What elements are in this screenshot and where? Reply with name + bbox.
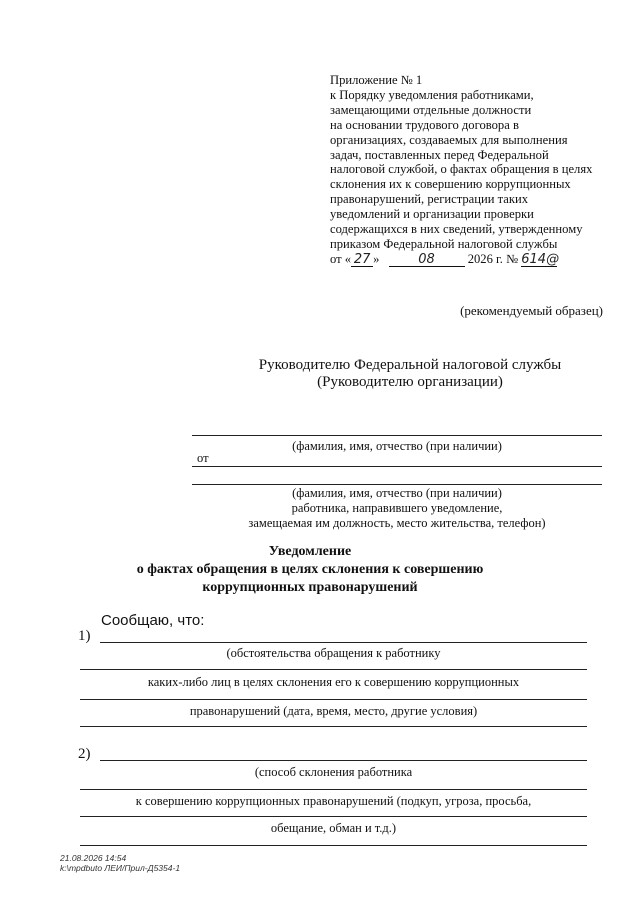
appendix-line: к Порядку уведомления работниками, [330, 87, 534, 102]
appendix-line: на основании трудового договора в [330, 117, 519, 132]
item2-line-1 [100, 760, 587, 761]
item2-caption-3: обещание, обман и т.д.) [270, 821, 397, 835]
fio-caption: (фамилия, имя, отчество (при наличии) [292, 439, 502, 453]
item1-line-2 [80, 669, 587, 670]
order-month: 08 [389, 253, 465, 267]
appendix-line: содержащихся в них сведений, утвержденному [330, 222, 583, 237]
appendix-line: замещающими отдельные должности [330, 102, 532, 117]
appendix-line: организациях, создаваемых для выполнения [330, 132, 568, 147]
order-number: 614@ [521, 251, 560, 267]
from-caption-line3: замещаемая им должность, место жительства, телефон) [248, 516, 546, 530]
appendix-line: склонения их к совершению коррупционных [330, 177, 571, 192]
appendix-line: уведомлений и организации проверки [330, 207, 534, 222]
item1-line-3 [80, 699, 587, 700]
addressee-line1: Руководителю Федеральной налоговой службы [258, 357, 562, 373]
appendix-line: правонарушений, регистрации таких [330, 192, 529, 207]
item2-line-4 [80, 845, 587, 846]
item2-line-2 [80, 789, 587, 790]
from-caption-line2: работника, направившего уведомление, [291, 501, 503, 515]
sample-label: (рекомендуемый образец) [460, 303, 603, 318]
order-day: 27 [351, 253, 373, 267]
from-line-1 [192, 466, 602, 467]
from-label: от [197, 451, 209, 465]
from-caption [192, 486, 602, 531]
item2-number: 2) [78, 746, 91, 762]
item1-line-1 [100, 642, 587, 643]
addressee-line2: (Руководителю организации) [317, 374, 503, 390]
title-line2: о фактах обращения в целях склонения к совершению [136, 562, 484, 577]
item1-caption-1: (обстоятельства обращения к работнику [226, 646, 441, 660]
date-mid: » [373, 251, 380, 266]
item1-line-4 [80, 726, 587, 727]
report-intro: Сообщаю, что: [101, 612, 205, 629]
item2-caption-2: к совершению коррупционных правонарушений (подкуп, угроза, просьба, [135, 794, 532, 808]
document-title [60, 543, 560, 597]
footer-stamp [60, 853, 180, 873]
title-line1: Уведомление [268, 544, 352, 559]
date-prefix: от « [330, 251, 352, 266]
appendix-line: приказом Федеральной налоговой службы [330, 236, 558, 251]
order-date-line [330, 252, 630, 267]
footer-line2: k:\mpdbuto ЛЕИ/Прил-Д5354-1 [60, 863, 181, 873]
item2-caption-1: (способ склонения работника [254, 765, 413, 779]
appendix-line: Приложение № 1 [330, 73, 423, 87]
appendix-line: налоговой службой, о фактах обращения в целях [330, 162, 593, 177]
item2-line-3 [80, 816, 587, 817]
order-year: 2026 г. № [467, 251, 519, 266]
title-line3: коррупционных правонарушений [202, 580, 418, 595]
item1-caption-3: правонарушений (дата, время, место, другие условия) [189, 704, 478, 718]
appendix-header [330, 73, 630, 267]
footer-line1: 21.08.2026 14:54 [60, 853, 127, 863]
from-caption-line1: (фамилия, имя, отчество (при наличии) [292, 486, 502, 500]
item1-caption-2: каких-либо лиц в целях склонения его к совершению коррупционных [147, 675, 520, 689]
addressee [200, 357, 620, 391]
from-line-2 [192, 484, 602, 485]
item1-number: 1) [78, 628, 91, 644]
appendix-line: задач, поставленных перед Федеральной [330, 147, 549, 162]
addressee-fio-line [192, 435, 602, 436]
